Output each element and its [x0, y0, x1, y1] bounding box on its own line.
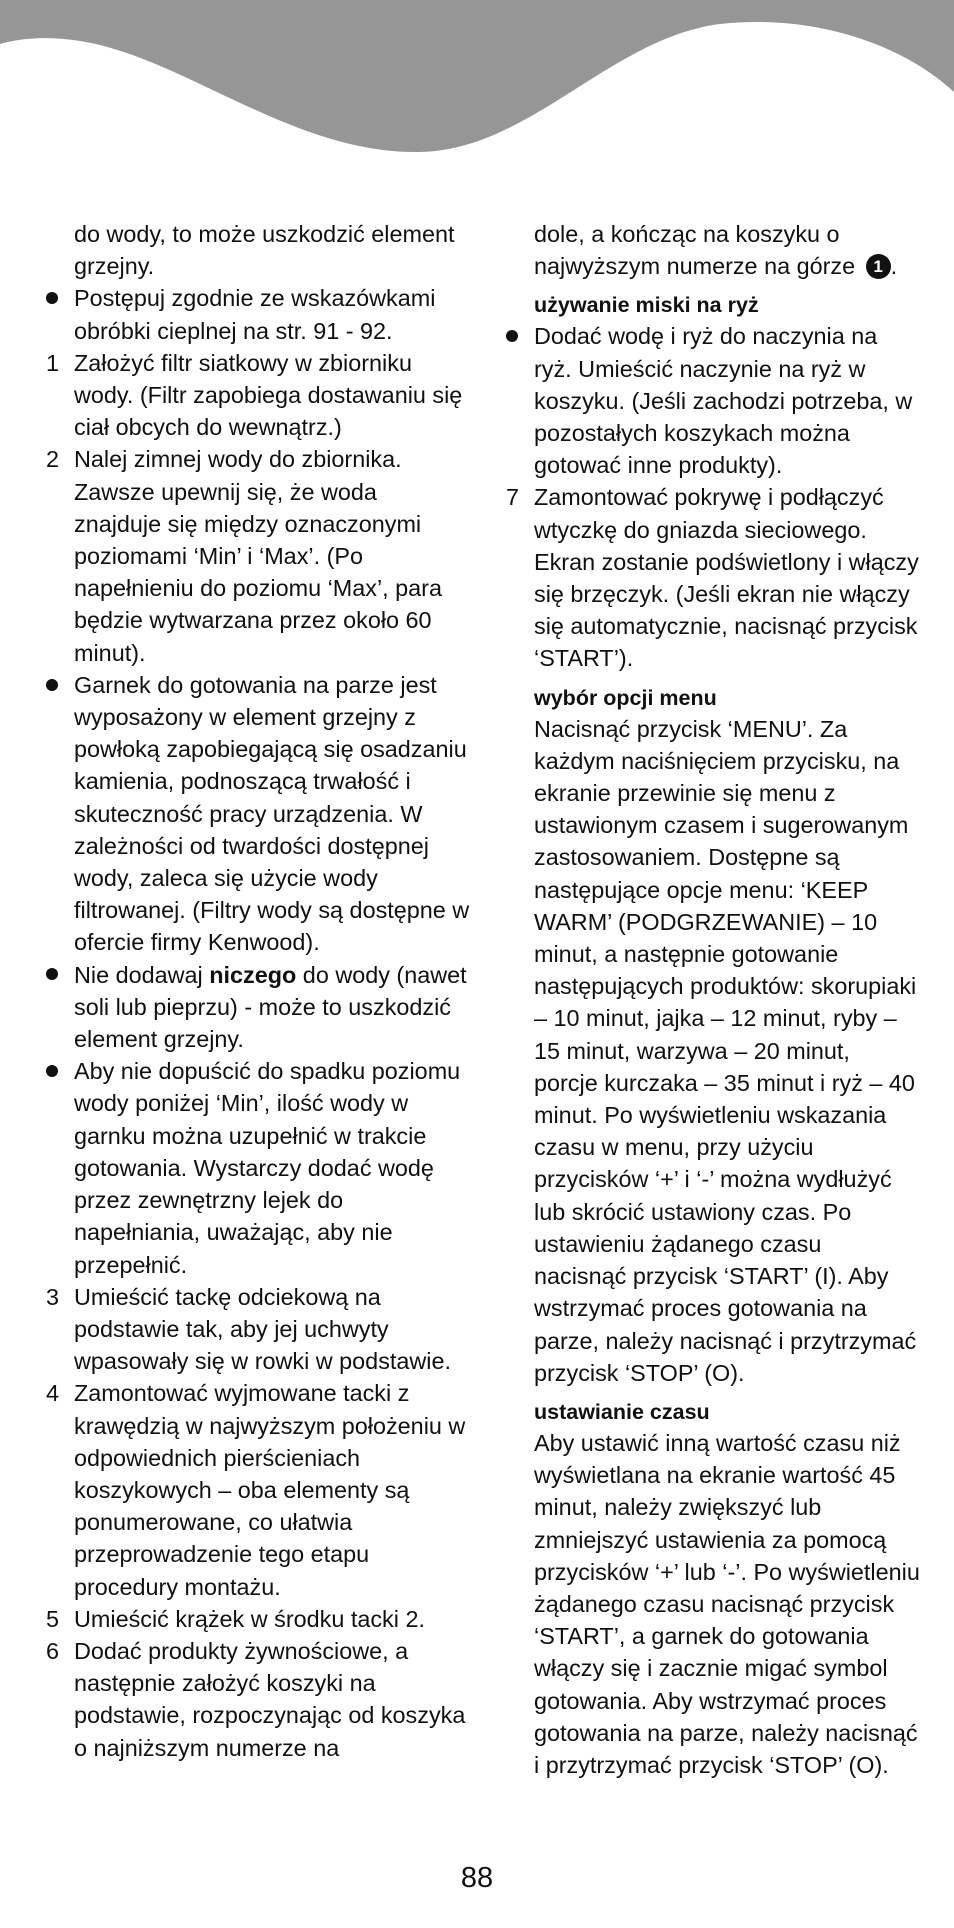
- section-heading-rice-bowl: używanie miski na ryż: [534, 293, 759, 318]
- step-number: 2: [46, 446, 60, 473]
- numbered-step-5: [40, 1603, 470, 1635]
- step-text: Założyć filtr siatkowy w zbiorniku wody. (Filtr zapobiega dostawaniu się ciał obcych do wewnątrz.): [74, 349, 463, 441]
- right-column: [500, 218, 920, 1781]
- left-column: [40, 218, 470, 1764]
- bullet-text: Dodać wodę i ryż do naczynia na ryż. Umieścić naczynie na ryż w koszyku. (Jeśli zachodzi potrzeba, w pozostałych koszykach można gotować inne produkty).: [534, 323, 913, 479]
- time-paragraph: Aby ustawić inną wartość czasu niż wyświetlana na ekranie wartość 45 minut, należy zwiększyć lub zmniejszyć ustawienia za pomocą przycisków ‘+’ lub ‘-’. Po wyświetleniu żądanego czasu nacisnąć przycisk ‘START’, a garnek do gotowania włączy się i zacznie migać symbol gotowania. Aby wstrzymać proces gotowania na parze, należy nacisnąć i przytrzymać przycisk ‘STOP’ (O).: [534, 1429, 920, 1778]
- numbered-step-6: [40, 1635, 470, 1764]
- emphasis-text: niczego: [209, 961, 297, 988]
- bullet-item: [500, 320, 920, 481]
- bullet-marker: [40, 669, 74, 701]
- intro-paragraph: do wody, to może uszkodzić element grzejny.: [74, 221, 455, 280]
- bullet-marker: [500, 320, 534, 352]
- bullet-marker: [40, 1055, 74, 1087]
- step-number: 7: [506, 484, 520, 511]
- step-text: Nalej zimnej wody do zbiornika. Zawsze upewnij się, że woda znajduje się między oznaczonymi poziomami ‘Min’ i ‘Max’. (Po napełnieniu do poziomu ‘Max’, para będzie wytwarzana przez około 60 minut).: [74, 446, 442, 666]
- step-number: 6: [46, 1637, 60, 1664]
- bullet-item: [40, 282, 470, 346]
- bullet-text: Garnek do gotowania na parze jest wyposażony w element grzejny z powłoką zapobiegającą się osadzaniu kamienia, podnoszącą trwałość i skuteczność pracy urządzenia. W zależności od twardości dostępnej wody, zaleca się użycie wody filtrowanej. (Filtry wody są dostępne w ofercie firmy Kenwood).: [74, 671, 470, 956]
- bullet-item: [40, 669, 470, 959]
- numbered-step-7: [500, 481, 920, 674]
- numbered-step-1: [40, 347, 470, 444]
- menu-paragraph: Nacisnąć przycisk ‘MENU’. Za każdym naciśnięciem przycisku, na ekranie przewinie się menu z ustawionym czasem i sugerowanym zastosowaniem. Dostępne są następujące opcje menu: ‘KEEP WARM’ (PODGRZEWANIE) – 10 minut, a następnie gotowanie następujących produktów: skorupiaki – 10 minut, jajka – 12 minut, ryby – 15 minut, warzywa – 20 minut, porcje kurczaka – 35 minut i ryż – 40 minut. Po wyświetleniu wskazania czasu w menu, przy użyciu przycisków ‘+’ i ‘-’ można wydłużyć lub skrócić ustawiony czas. Po ustawieniu żądanego czasu nacisnąć przycisk ‘START’ (I). Aby wstrzymać proces gotowania na parze, należy nacisnąć i przytrzymać przycisk ‘STOP’ (O).: [534, 715, 917, 1386]
- step-text: Zamontować wyjmowane tacki z krawędzią w najwyższym położeniu w odpowiednich pierścieniach koszykowych – oba elementy są ponumerowane, co ułatwia przeprowadzenie tego etapu procedury montażu.: [74, 1380, 466, 1600]
- step-text: Zamontować pokrywę i podłączyć wtyczkę do gniazda sieciowego. Ekran zostanie podświetlony i włączy się brzęczyk. (Jeśli ekran nie włączy się automatycznie, nacisnąć przycisk ‘START’).: [534, 484, 919, 672]
- page-number: 88: [460, 1862, 494, 1894]
- section-heading-menu-options: wybór opcji menu: [534, 685, 717, 710]
- continued-paragraph: dole, a kończąc na koszyku o najwyższym numerze na górze 1 .: [534, 221, 898, 280]
- numbered-step-2: [40, 443, 470, 668]
- bullet-marker: [40, 282, 74, 314]
- bullet-text: Aby nie dopuścić do spadku poziomu wody poniżej ‘Min’, ilość wody w garnku można uzupełnić w trakcie gotowania. Wystarczy dodać wodę przez zewnętrzny lejek do napełniania, uważając, aby nie przepełnić.: [74, 1058, 461, 1278]
- header-wave-decoration: [0, 0, 954, 160]
- bullet-text: Nie dodawaj niczego do wody (nawet soli lub pieprzu) - może to uszkodzić element grzejny.: [74, 961, 467, 1053]
- step-number: 5: [46, 1605, 60, 1632]
- bullet-marker: [40, 959, 74, 991]
- step-text: Dodać produkty żywnościowe, a następnie założyć koszyki na podstawie, rozpoczynając od koszyka o najniższym numerze na: [74, 1637, 466, 1761]
- step-number: 3: [46, 1283, 60, 1310]
- step-number: 1: [46, 349, 60, 376]
- bullet-text: Postępuj zgodnie ze wskazówkami obróbki cieplnej na str. 91 - 92.: [74, 285, 436, 344]
- step-text: Umieścić tackę odciekową na podstawie tak, aby jej uchwyty wpasowały się w rowki w podstawie.: [74, 1283, 451, 1375]
- bullet-item: [40, 959, 470, 1056]
- step-text: Umieścić krążek w środku tacki 2.: [74, 1605, 425, 1632]
- bullet-item: [40, 1055, 470, 1280]
- step-number: 4: [46, 1380, 60, 1407]
- numbered-step-4: [40, 1377, 470, 1602]
- section-heading-setting-time: ustawianie czasu: [534, 1399, 710, 1424]
- numbered-step-3: [40, 1281, 470, 1378]
- header-wave-shape: [0, 0, 954, 152]
- number-one-circle-icon: 1: [866, 254, 891, 279]
